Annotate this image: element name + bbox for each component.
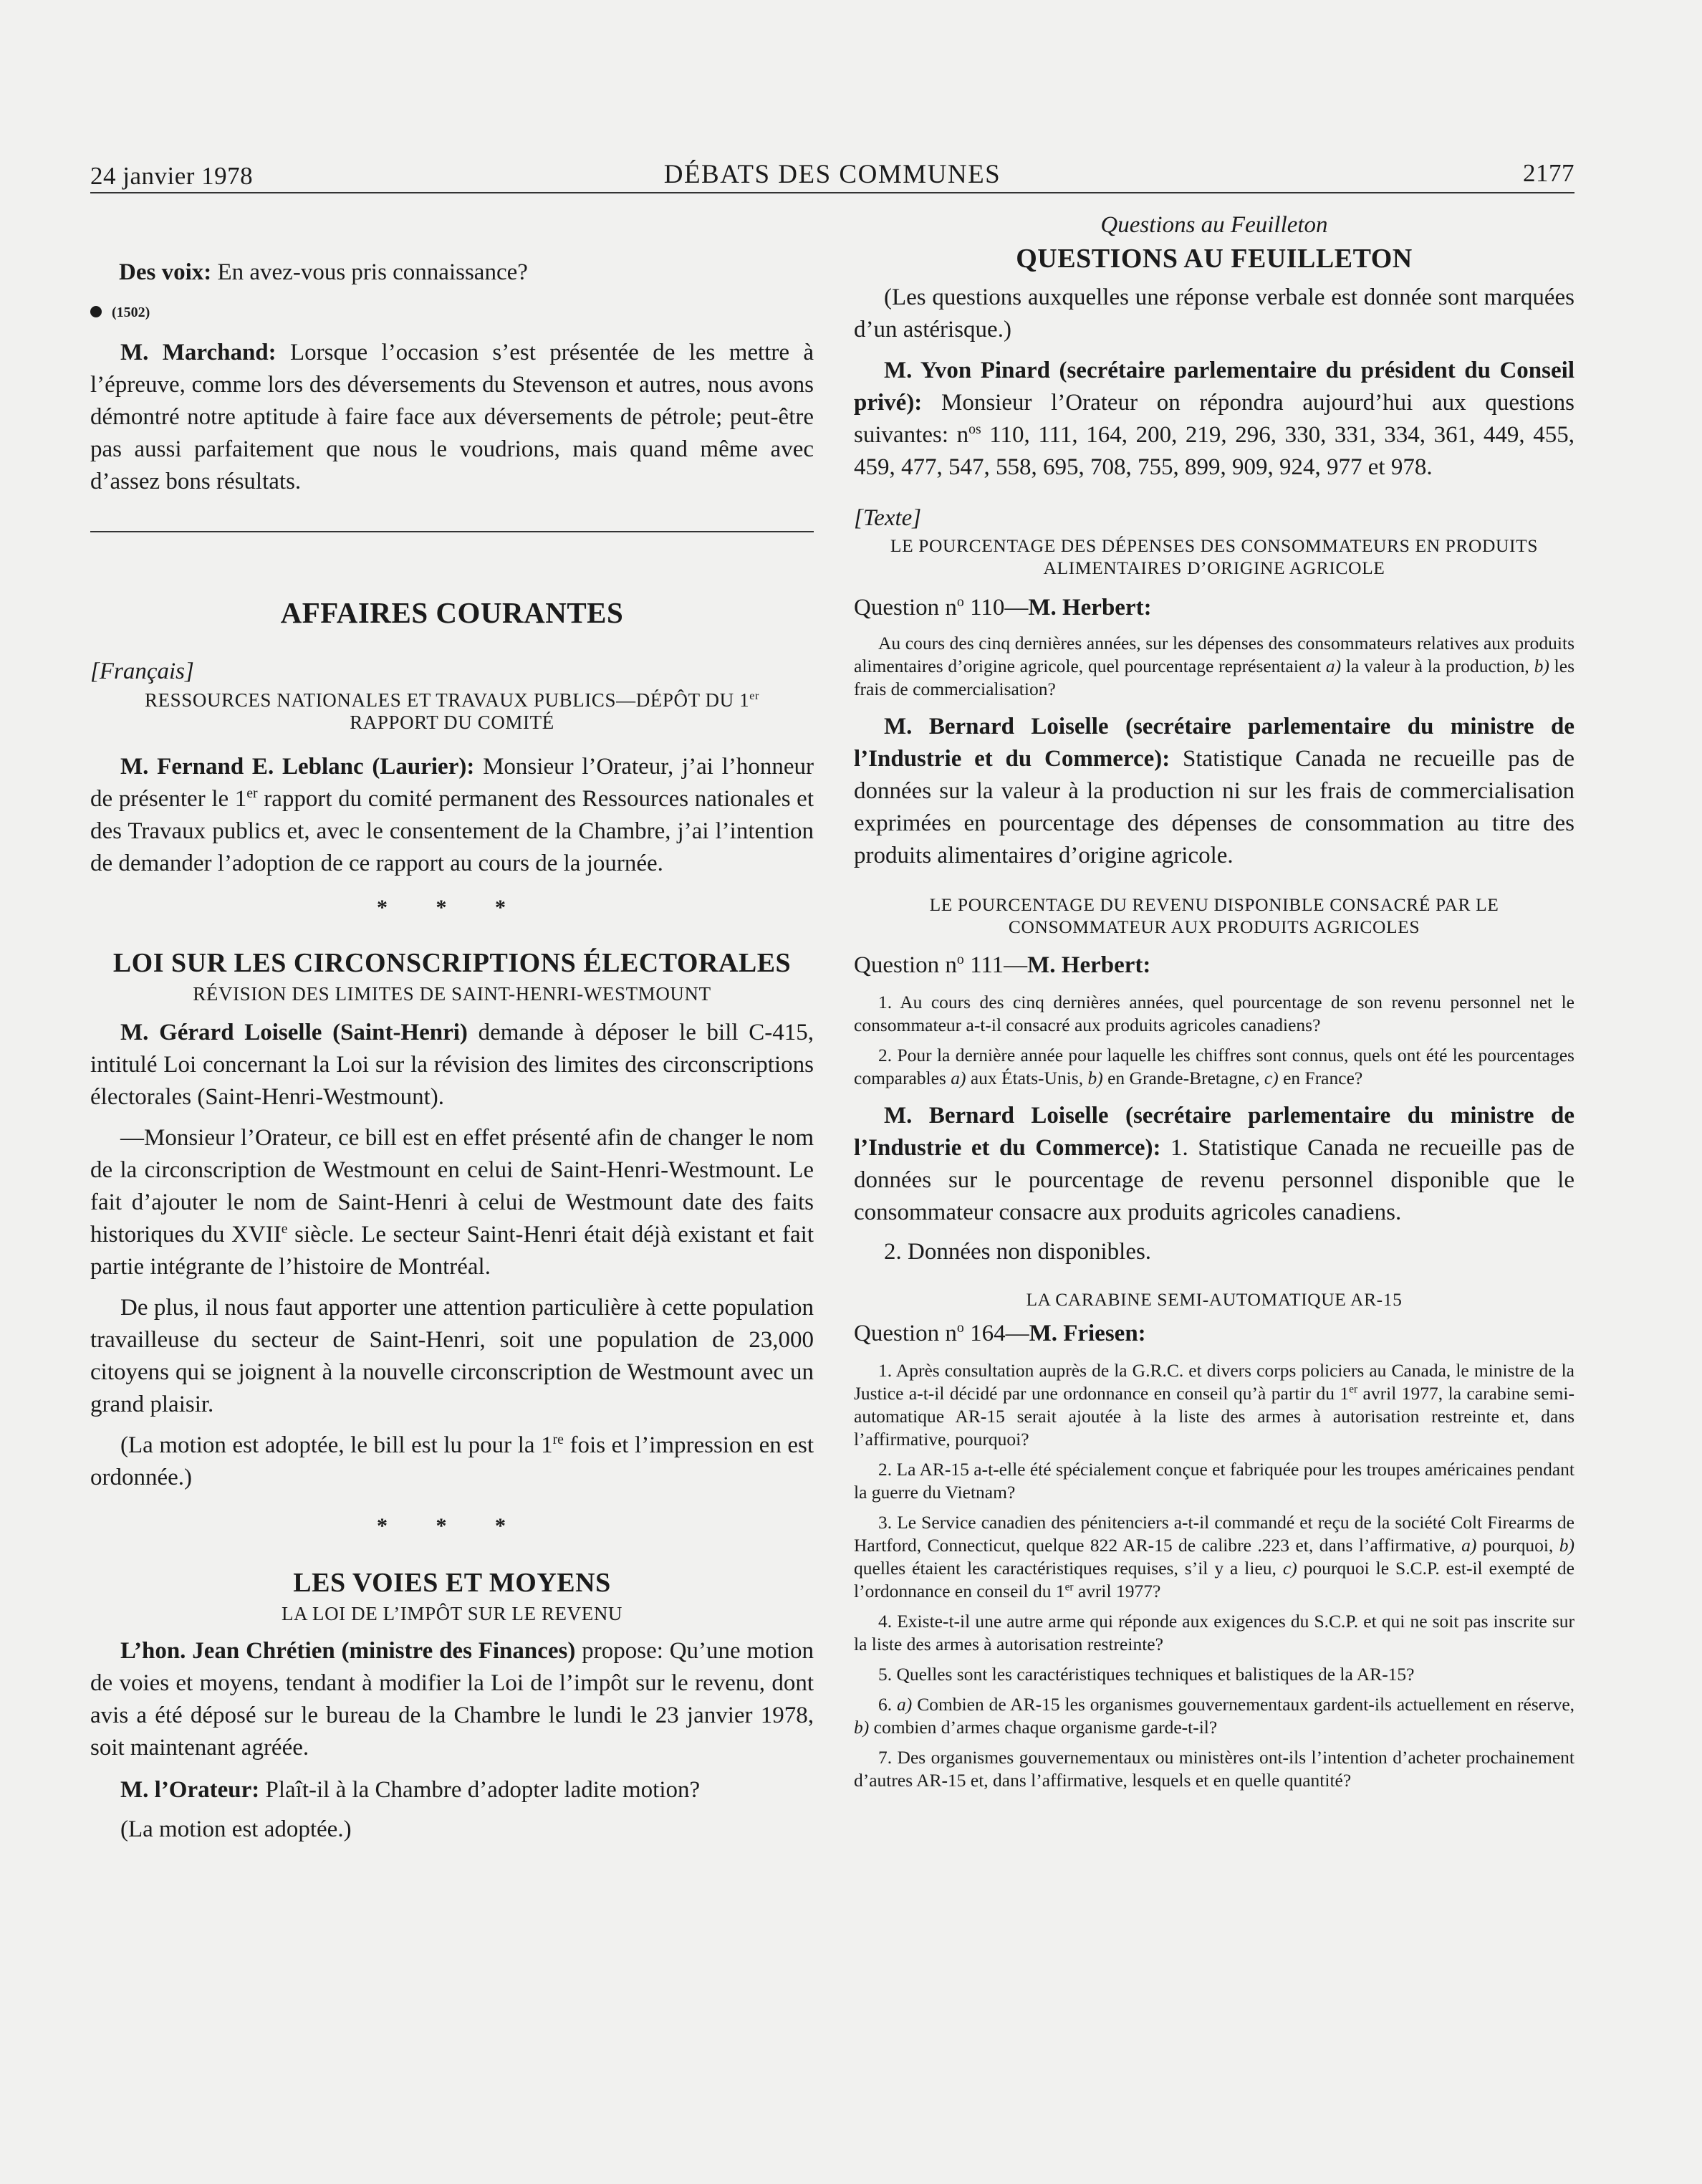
paragraph-des-voix: Des voix: En avez-vous pris connaissance? xyxy=(119,259,528,285)
paragraph-orateur: M. l’Orateur: Plaît-il à la Chambre d’adopter ladite motion? xyxy=(120,1777,701,1803)
subsection-head-carabine: LA CARABINE SEMI-AUTOMATIQUE AR-15 xyxy=(1026,1289,1403,1310)
subsection-head-depenses: LE POURCENTAGE DES DÉPENSES DES CONSOMMATEURS EN PRODUITS ALIMENTAIRES D’ORIGINE AGRICOLE xyxy=(890,535,1539,578)
running-title: Questions au Feuilleton xyxy=(1100,212,1328,238)
language-tag: [Français] xyxy=(90,658,194,684)
section-title-affaires: AFFAIRES COURANTES xyxy=(280,596,624,629)
question-164-heading: Question $n^o$ 164—M. Friesen: xyxy=(854,1320,1146,1346)
section-title-voies: LES VOIES ET MOYENS xyxy=(293,1568,611,1598)
speaker: M. Bernard Loiselle (secrétaire parlementaire du ministre de l’Industrie et du Commerce): xyxy=(854,714,1574,772)
question-110-heading: Question $n^o$ 110—M. Herbert: xyxy=(854,594,1152,621)
paragraph-pinard: M. Yvon Pinard (secrétaire parlementaire du président du Conseil privé): Monsieur l’Orateur on répondra aujourd’hui aux questions suivantes: $n^{os}$ 110, 111, 164, 200, 219, 296, 330, 331, 334, 361, 449, 455, 459, 477, 547, 558, 695, 708, 755, 899, 909, 924, 977 et 978. xyxy=(854,358,1575,480)
subsection-head-revenu: LE POURCENTAGE DU REVENU DISPONIBLE CONSACRÉ PAR LE CONSOMMATEUR AUX PRODUITS AGRICOLES xyxy=(929,894,1499,937)
subsection-head-ressources: RESSOURCES NATIONALES ET TRAVAUX PUBLICS—DÉPÔT DU 1er RAPPORT DU COMITÉ xyxy=(144,689,759,733)
paragraph-intro: (Les questions auxquelles une réponse verbale est donnée sont marquées d’un astérisque.) xyxy=(854,284,1574,343)
paragraph-chretien: L’hon. Jean Chrétien (ministre des Finances) propose: Qu’une motion de voies et moyens, tendant à modifier la Loi de l’impôt sur le revenu, dont avis a été déposé sur le bureau de la Chambre le lundi le 23 janvier 1978, soit maintenant agréée. xyxy=(90,1638,814,1761)
speaker: M. Yvon Pinard (secrétaire parlementaire du président du Conseil privé): xyxy=(854,358,1574,416)
answer-110: M. Bernard Loiselle (secrétaire parlementaire du ministre de l’Industrie et du Commerce): Statistique Canada ne recueille pas de données sur la valeur à la production ni sur les frais de commercialisation exprimées en pourcentage des dépenses de consommation au titre des produits alimentaires d’origine agricole. xyxy=(854,714,1574,868)
running-header xyxy=(90,159,1574,193)
bullet-dot-icon xyxy=(90,306,102,317)
question-111-part-1: 1. Au cours des cinq dernières années, quel pourcentage de son revenu personnel net le consommateur a-t-il consacré aux produits agricoles canadiens? xyxy=(854,992,1574,1035)
subsection-head-impot: LA LOI DE L’IMPÔT SUR LE REVENU xyxy=(281,1603,623,1624)
paragraph-motion-adopted: (La motion est adoptée.) xyxy=(120,1816,352,1842)
paragraph-de-plus: De plus, il nous faut apporter une attention particulière à cette population travailleuse du secteur de Saint-Henri, soit une population de 23,000 citoyens qui se joignent à la nouvelle circonscription de Westmount avec un grand plaisir. xyxy=(90,1295,814,1417)
paragraph-bill-explanation: —Monsieur l’Orateur, ce bill est en effet présenté afin de changer le nom de la circonscription de Westmount en celui de Saint-Henri-Westmount. Le fait d’ajouter le nom de Saint-Henri à celui de Westmount date des faits historiques du XVIIe siècle. Le secteur Saint-Henri était déjà existant et fait partie intégrante de l’histoire de Montréal. xyxy=(90,1125,814,1280)
speaker: Des voix: xyxy=(119,259,212,285)
question-164-part-5: 5. Quelles sont les caractéristiques techniques et balistiques de la AR-15? xyxy=(878,1664,1415,1685)
header-page-number: 2177 xyxy=(1523,159,1574,187)
answer-111-part-2: 2. Données non disponibles. xyxy=(884,1239,1152,1265)
paragraph-leblanc: M. Fernand E. Leblanc (Laurier): Monsieur l’Orateur, j’ai l’honneur de présenter le 1er rapport du comité permanent des Ressources nationales et des Travaux publics et, avec le consentement de la Chambre, j’ai l’intention de demander l’adoption de ce rapport au cours de la journée. xyxy=(90,754,814,876)
paragraph-gerard-loiselle: M. Gérard Loiselle (Saint-Henri) demande à déposer le bill C-415, intitulé Loi concernant la Loi sur la révision des limites des circonscriptions électorales (Saint-Henri-Westmount). xyxy=(90,1020,814,1110)
answer-111: M. Bernard Loiselle (secrétaire parlementaire du ministre de l’Industrie et du Commerce): 1. Statistique Canada ne recueille pas de données sur le pourcentage de revenu personnel disponible que le consommateur consacre aux produits agricoles canadiens. xyxy=(854,1103,1574,1225)
question-164-part-1: 1. Après consultation auprès de la G.R.C. et divers corps policiers au Canada, le ministre de la Justice a-t-il décidé par une ordonnance en conseil qu’à partir du 1er avril 1977, la carabine semi-automatique AR-15 serait ajoutée à la liste des armes à autorisation restreinte et, dans l’affirmative, pourquoi? xyxy=(854,1360,1574,1450)
subsection-head-revision: RÉVISION DES LIMITES DE SAINT-HENRI-WESTMOUNT xyxy=(193,983,711,1005)
speaker: M. Marchand: xyxy=(120,340,277,365)
left-column xyxy=(90,257,814,1846)
question-164-part-4: 4. Existe-t-il une autre arme qui réponde aux exigences du S.C.P. et qui ne soit pas inscrite sur la liste des armes à autorisation restreinte? xyxy=(854,1611,1574,1654)
right-column xyxy=(854,212,1574,1792)
speaker: M. l’Orateur: xyxy=(120,1777,260,1803)
question-111-part-2: 2. Pour la dernière année pour laquelle les chiffres sont connus, quels ont été les pourcentages comparables a) aux États-Unis, b) en Grande-Bretagne, c) en France? xyxy=(854,1045,1574,1088)
header-title: DÉBATS DES COMMUNES xyxy=(663,160,1001,189)
time-marker: (1502) xyxy=(90,305,814,321)
question-164-part-7: 7. Des organismes gouvernementaux ou ministères ont-ils l’intention d’acheter prochainement d’autres AR-15 et, dans l’affirmative, lesquels et en quelle quantité? xyxy=(854,1747,1574,1791)
section-title-loi: LOI SUR LES CIRCONSCRIPTIONS ÉLECTORALES xyxy=(112,948,792,978)
header-date: 24 janvier 1978 xyxy=(90,162,254,190)
section-break-stars: * * * xyxy=(377,1514,527,1538)
question-110-text: Au cours des cinq dernières années, sur les dépenses des consommateurs relatives aux produits alimentaires d’origine agricole, quel pourcentage représentaient a) la valeur à la production, b) les frais de commercialisation? xyxy=(854,633,1575,699)
question-164-part-2: 2. La AR-15 a-t-elle été spécialement conçue et fabriquée pour les troupes américaines pendant la guerre du Vietnam? xyxy=(854,1459,1574,1503)
texte-tag: [Texte] xyxy=(854,505,922,531)
paragraph-marchand: M. Marchand: Lorsque l’occasion s’est présentée de les mettre à l’épreuve, comme lors des déversements du Stevenson et autres, nous avons démontré notre aptitude à faire face aux déversements de pétrole; peut-être pas aussi parfaitement que nous le voudrions, mais quand même avec d’assez bons résultats. xyxy=(90,340,814,494)
section-break-stars: * * * xyxy=(377,896,527,919)
section-divider xyxy=(90,531,814,532)
header-rule xyxy=(90,192,1574,193)
speaker: M. Gérard Loiselle (Saint-Henri) xyxy=(120,1020,468,1045)
question-111-heading: Question $n^o$ 111—M. Herbert: xyxy=(854,952,1151,978)
paragraph-motion-adopted: (La motion est adoptée, le bill est lu pour la 1re fois et l’impression en est ordonnée.) xyxy=(90,1432,814,1490)
speaker: L’hon. Jean Chrétien (ministre des Finances) xyxy=(120,1638,576,1664)
speaker: M. Bernard Loiselle (secrétaire parlementaire du ministre de l’Industrie et du Commerce): xyxy=(854,1103,1574,1161)
speaker: M. Fernand E. Leblanc (Laurier): xyxy=(120,754,475,780)
section-title-questions: QUESTIONS AU FEUILLETON xyxy=(1016,244,1413,274)
question-164-part-6: 6. a) Combien de AR-15 les organismes gouvernementaux gardent-ils actuellement en réserve, b) combien d’armes chaque organisme garde-t-il? xyxy=(854,1694,1575,1738)
question-164-part-3: 3. Le Service canadien des pénitenciers a-t-il commandé et reçu de la société Colt Firearms de Hartford, Connecticut, quelque 822 AR-15 de calibre .223 et, dans l’affirmative, a) pourquoi, b) quelles étaient les caractéristiques requises, s’il y a lieu, c) pourquoi le S.C.P. est-il exempté de l’ordonnance en conseil du 1er avril 1977? xyxy=(854,1512,1575,1601)
